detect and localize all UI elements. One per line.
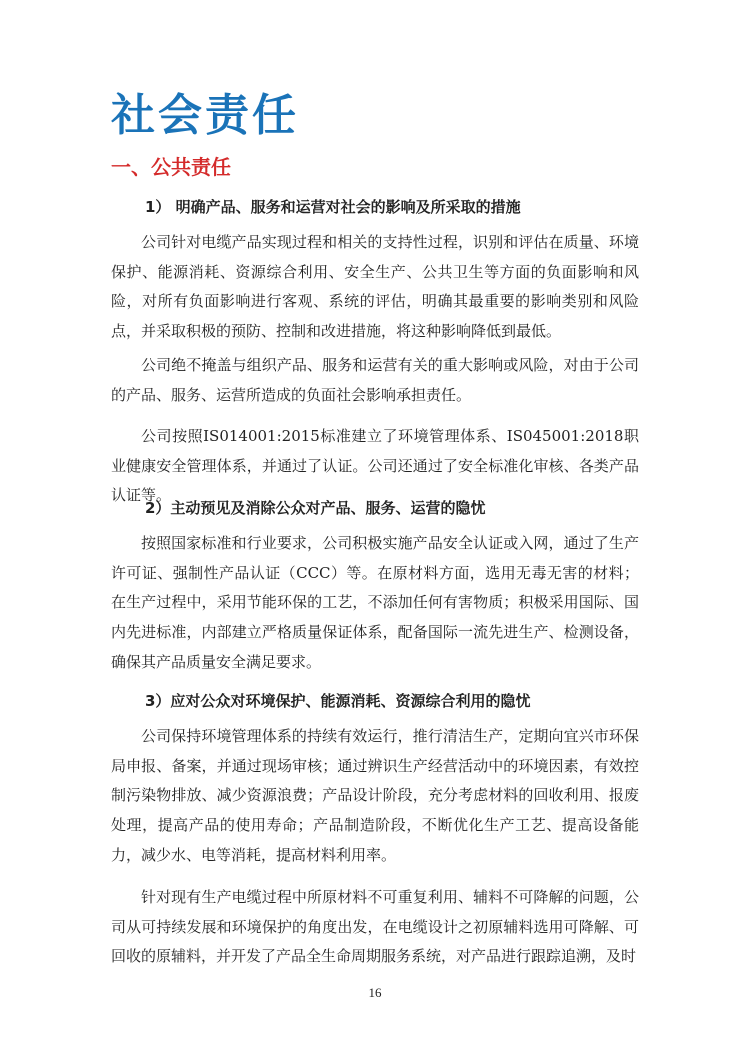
section-heading: 一、公共责任 [111,155,231,179]
paragraph: 公司针对电缆产品实现过程和相关的支持性过程，识别和评估在质量、环境保护、能源消耗、资源综合利用、安全生产、公共卫生等方面的负面影响和风险，对所有负面影响进行客观、系统的评估，明确其最重要的影响类别和风险点，并采取积极的预防、控制和改进措施，将这种影响降低到最低。 [111,233,639,341]
paragraph: 公司绝不掩盖与组织产品、服务和运营有关的重大影响或风险，对由于公司的产品、服务、运营所造成的负面社会影响承担责任。 [111,356,639,404]
page-number: 16 [368,985,382,1000]
subsection-heading: 3）应对公众对环境保护、能源消耗、资源综合利用的隐忧 [145,692,531,710]
subsection-heading: 2）主动预见及消除公众对产品、服务、运营的隐忧 [145,499,486,517]
paragraph: 针对现有生产电缆过程中所原材料不可重复利用、辅料不可降解的问题，公司从可持续发展和环境保护的角度出发，在电缆设计之初原辅料选用可降解、可回收的原辅料，并开发了产品全生命周期服务系统，对产品进行跟踪追溯，及时 [111,888,639,966]
paragraph: 公司按照IS014001:2015标准建立了环境管理体系、IS045001:2018职业健康安全管理体系，并通过了认证。公司还通过了安全标准化审核、各类产品认证等。 [111,427,639,505]
paragraph: 按照国家标准和行业要求，公司积极实施产品安全认证或入网，通过了生产许可证、强制性产品认证（CCC）等。在原材料方面，选用无毒无害的材料；在生产过程中，采用节能环保的工艺，不添加任何有害物质；积极采用国际、国内先进标准，内部建立严格质量保证体系，配备国际一流先进生产、检测设备，确保其产品质量安全满足要求。 [111,534,639,671]
paragraph: 公司保持环境管理体系的持续有效运行，推行清洁生产，定期向宜兴市环保局申报、备案，并通过现场审核；通过辨识生产经营活动中的环境因素，有效控制污染物排放、减少资源浪费；产品设计阶段，充分考虑材料的回收利用、报废处理，提高产品的使用寿命；产品制造阶段，不断优化生产工艺、提高设备能力，减少水、电等消耗，提高材料利用率。 [111,727,639,864]
subsection-heading: 1） 明确产品、服务和运营对社会的影响及所采取的措施 [145,198,521,216]
page-title: 社会责任 [111,90,299,141]
